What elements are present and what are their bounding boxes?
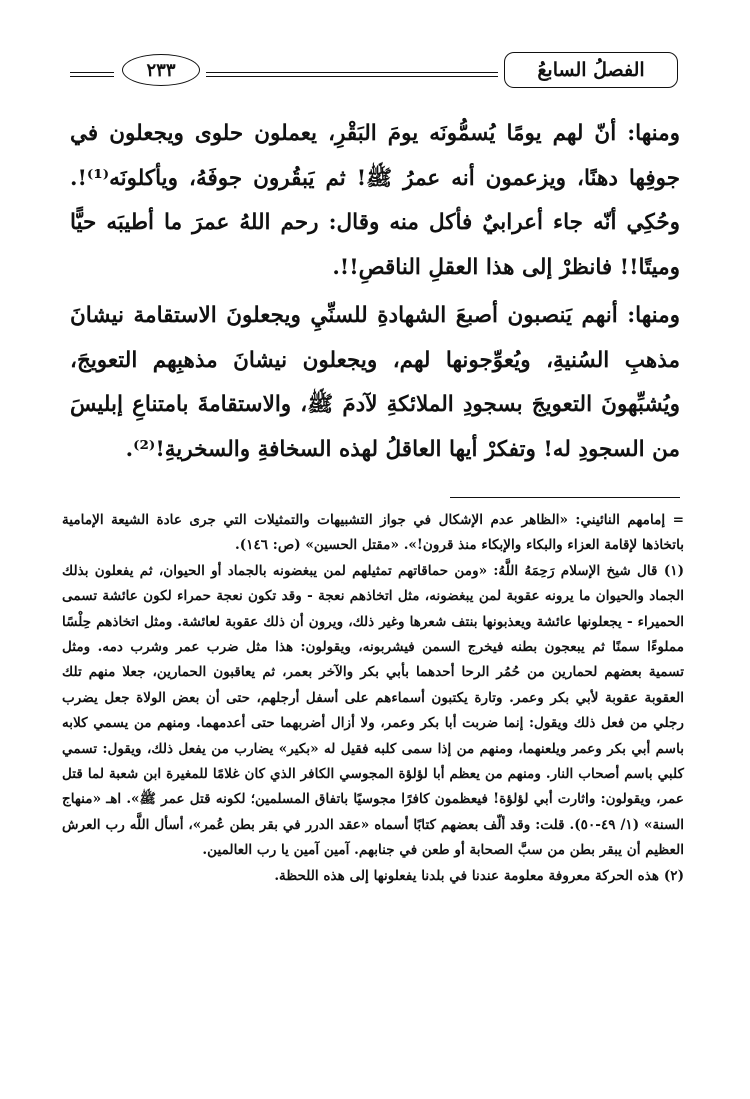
footnote-2-text: هذه الحركة معروفة معلومة عندنا في بلدنا يفعلونها إلى هذه اللحظة. xyxy=(274,867,660,884)
header-rule-left xyxy=(70,72,114,73)
footnote-continuation: = إمامهم النائيني: «الظاهر عدم الإشكال في جواز التشبيهات والتمثيلات التي جرى عادة الشيعة الإمامية باتخاذها لإقامة العزاء والبكاء والإبكاء منذ قرون!». «مقتل الحسين» (ص: ١٤٦). xyxy=(62,512,684,554)
footnote-2 xyxy=(62,864,684,889)
page-number: ٢٣٣ xyxy=(122,54,200,86)
footnote-2-label: (٢) xyxy=(663,867,684,884)
main-text xyxy=(70,112,680,476)
chapter-title: الفصلُ السابعُ xyxy=(504,52,678,88)
paragraph-1: ومنها: أنّ لهم يومًا يُسمُّونَه يومَ البَقْرِ، يعملون حلوى ويجعلون في جوفِها دهنًا، ويزعمون أنه عمرُ ﷺ! ثم يَبقُرون جوفَهُ، ويأكلونَه⁽¹⁾!. وحُكِي أنّه جاء أعرابيٌ فأكل منه وقال: رحم اللهُ عمرَ ما أطيبَه حيًّا وميتًا!! فانظرْ إلى هذا العقلِ الناقصِ!!. xyxy=(70,121,680,280)
footnote-1-text: قال شيخ الإسلام رَحِمَهُ اللَّهُ: «ومن حماقاتهم تمثيلهم لمن يبغضونه بالجماد أو الحيوان، ثم يفعلون بذلك الجماد والحيوان ما يرونه عقوبة لمن يبغضونه، مثل اتخاذهم نعجة - وقد تكون نعجة حمراء لكون عائشة تسمى الحميراء - يجعلونها عائشة ويعذبونها بنتف شعرها وغير ذلك، ويرون أن ذلك عقوبة لعائشة. ومثل اتخاذهم حِلْسًا مملوءًا سمنًا ثم يبعجون بطنه فيخرج السمن فيشربونه، ويقولون: هذا مثل ضرب عمر وشرب دمه. ومثل تسمية بعضهم لحمارين من حُمُر الرحا أحدهما بأبي بكر والآخر بعمر، ثم يعاقبون الحمارين، جعلا منهم تلك العقوبة عقوبة لأبي بكر وعمر. وتارة يكتبون أسماءهم على أسفل أرجلهم، حتى أن بعض الولاة جعل يضرب رجلي من فعل ذلك ويقول: إنما ضربت أبا بكر وعمر، ولا أزال أضربهما حتى أعدمهما. ومنهم من يسمي كلابه باسم أبي بكر وعمر ويلعنهما، ومنهم من إذا سمى كلبه فقيل له «بكير» يضارب من يفعل ذلك، ويقول: تسمي كلبي باسم أصحاب النار. ومنهم من يعظم أبا لؤلؤة المجوسي الكافر الذي كان غلامًا للمغيرة ابن شعبة لما قتل عمر، ويقولون: واثارت أبي لؤلؤة! فيعظمون كافرًا مجوسيًا باتفاق المسلمين؛ لكونه قتل عمر ﷺ». اهـ «منهاج السنة» (١/ ٤٩-٥٠). قلت: وقد ألّف بعضهم كتابًا أسماه «عقد الدرر في بقر بطن عُمر»، أسأل اللَّه رب العرش العظيم أن يبقر بطن من سبَّ الصحابة أو طعن في جنابهم. آمين آمين يا رب العالمين. xyxy=(62,562,684,859)
footnote-separator xyxy=(450,497,680,498)
footnote-1 xyxy=(62,559,684,864)
footnote-1-label: (١) xyxy=(663,562,685,579)
paragraph-2: ومنها: أنهم يَنصبون أصبعَ الشهادةِ للسنِّيِ ويجعلونَ الاستقامة نيشانَ مذهبِ السُنيةِ، ويُعوِّجونها لهم، ويجعلون نيشانَ مذهبِهم التعويجَ، ويُشبِّهونَ التعويجَ بسجودِ الملائكةِ لآدمَ ﷺ، والاستقامةَ بامتناعِ إبليسَ من السجودِ له! وتفكرْ أيها العاقلُ لهذه السخافةِ والسخريةِ!⁽²⁾. xyxy=(70,303,680,462)
page-header xyxy=(70,52,678,92)
header-rule-right xyxy=(206,72,498,73)
footnotes xyxy=(62,508,684,889)
